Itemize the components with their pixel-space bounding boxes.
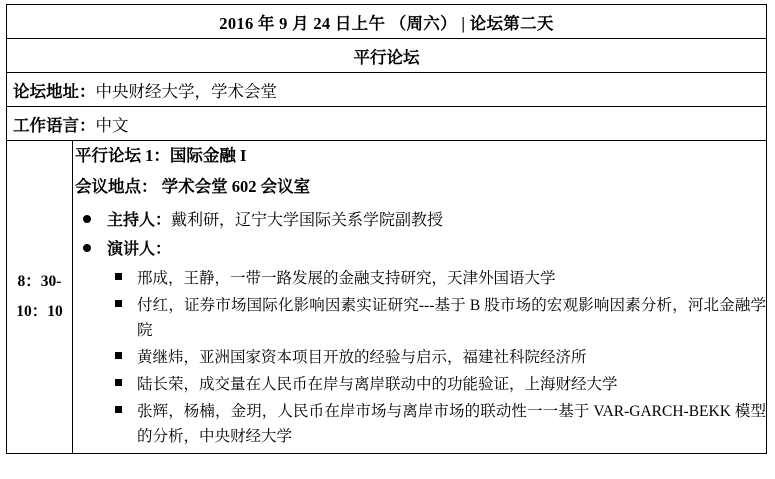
list-item-speakers — [73, 237, 766, 449]
session-venue: 会议地点： 学术会堂 602 会议室 — [75, 176, 311, 196]
bullet-icon — [83, 215, 91, 223]
speaker-entry: 陆长荣，成交量在人民币在岸与离岸联动中的功能验证，上海财经大学 — [137, 376, 618, 394]
table-row-date — [7, 5, 767, 39]
forum-type-cell — [7, 39, 767, 73]
address-label: 论坛地址： — [13, 82, 96, 101]
language-cell — [7, 107, 767, 141]
table-row-forum-type — [7, 39, 767, 73]
table-row-language — [7, 107, 767, 141]
square-bullet-icon — [115, 300, 122, 307]
session-detail-cell — [73, 141, 767, 454]
list-item — [107, 399, 766, 449]
language-value: 中文 — [95, 116, 129, 135]
date-line: 2016 年 9 月 24 日上午 （周六） | 论坛第二天 — [219, 14, 554, 33]
list-item — [107, 266, 766, 291]
session-time-end: 10：10 — [16, 302, 63, 320]
speaker-entry: 付红，证券市场国际化影响因素实证研究---基于 B 股市场的宏观影响因素分析，河北金融学院 — [137, 296, 766, 340]
list-item — [107, 293, 766, 343]
speaker-entry: 黄继炜，亚洲国家资本项目开放的经验与启示，福建社科院经济所 — [137, 349, 587, 367]
session-time-start: 8：30- — [17, 273, 62, 291]
address-cell — [7, 73, 767, 107]
list-item — [107, 345, 766, 370]
speaker-entry: 邢成，王静，一带一路发展的金融支持研究，天津外国语大学 — [137, 269, 556, 287]
host-label: 主持人： — [107, 212, 172, 230]
speakers-label: 演讲人： — [107, 241, 172, 259]
table-row-address — [7, 73, 767, 107]
speaker-entry: 张辉，杨楠，金玥，人民币在岸市场与离岸市场的联动性一一基于 VAR-GARCH-BEKK 模型的分析，中央财经大学 — [137, 403, 766, 446]
host-value: 戴利研，辽宁大学国际关系学院副教授 — [171, 212, 444, 230]
language-label: 工作语言： — [13, 116, 96, 135]
table-row-session — [7, 141, 767, 454]
document-page — [0, 4, 775, 479]
square-bullet-icon — [115, 379, 122, 386]
schedule-table — [6, 4, 767, 454]
date-header-cell — [7, 5, 767, 39]
session-title: 平行论坛 1：国际金融 I — [75, 146, 247, 165]
session-time-cell — [7, 141, 73, 454]
bullet-icon — [83, 244, 91, 252]
square-bullet-icon — [115, 352, 122, 359]
list-item-host — [73, 208, 766, 234]
forum-type-label: 平行论坛 — [353, 48, 420, 67]
speaker-list — [107, 266, 766, 450]
session-people-list — [73, 208, 766, 450]
square-bullet-icon — [115, 273, 122, 280]
address-value: 中央财经大学，学术会堂 — [95, 82, 277, 101]
square-bullet-icon — [115, 406, 122, 413]
list-item — [107, 372, 766, 397]
